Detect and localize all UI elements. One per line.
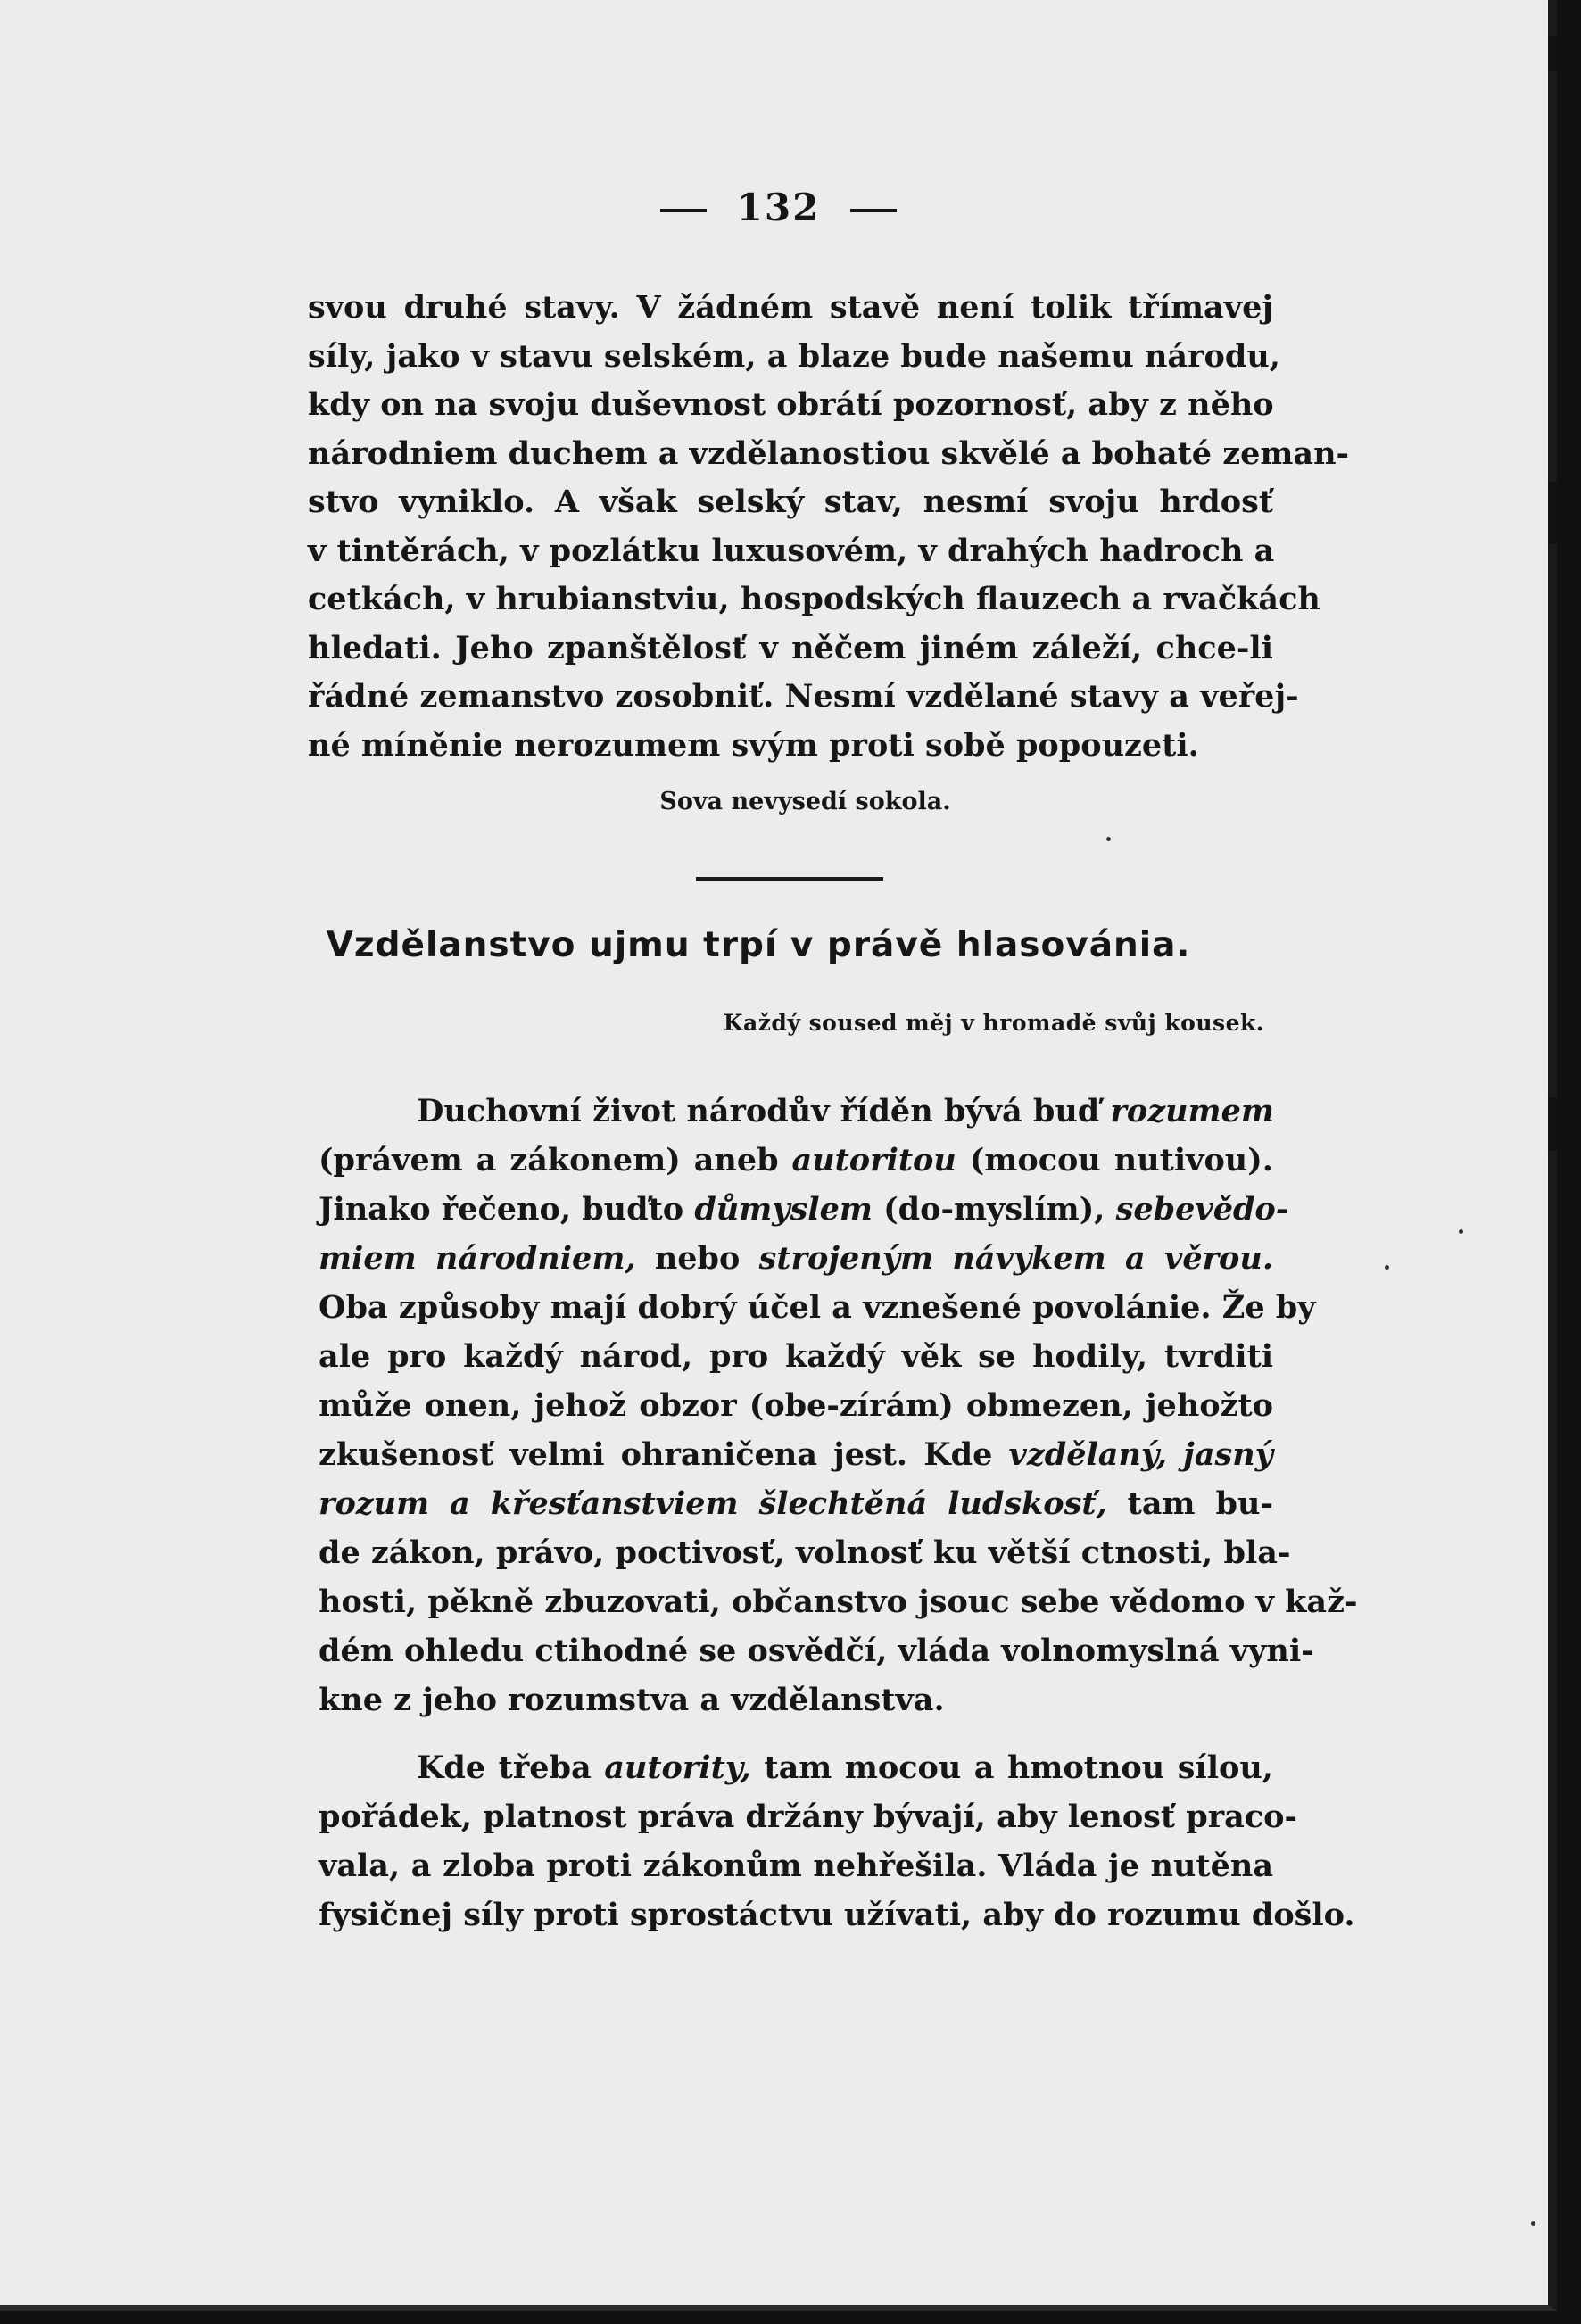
paragraph-1: [308, 284, 1350, 770]
text-line: [319, 1234, 1273, 1283]
emphasis: autority,: [604, 1749, 751, 1786]
emphasis: sebevědo-: [1115, 1191, 1289, 1228]
text-line: může onen, jehož obzor (obe-zírám) obmezen, jehožto: [319, 1387, 1273, 1424]
paper-speck: [1385, 1265, 1389, 1270]
text-run: tam mocou a hmotnou sílou,: [750, 1749, 1273, 1786]
emphasis: důmyslem: [694, 1191, 873, 1228]
paper-speck: [1106, 837, 1111, 841]
paragraph-3: [319, 1743, 1355, 1939]
text-line: Oba způsoby mají dobrý účel a vznešené povolánie. Že by: [319, 1289, 1316, 1326]
text-line: fysičnej síly proti sprostáctvu užívati, aby do rozumu došlo.: [319, 1897, 1355, 1933]
text-line: [319, 1185, 1289, 1234]
proverb: Sova nevysedí sokola.: [659, 788, 951, 815]
text-line: [319, 1136, 1273, 1185]
text-run: zkušenosť velmi ohraničena jest. Kde: [319, 1436, 1009, 1473]
text-line: [319, 1087, 1273, 1136]
emphasis: rozumem: [1110, 1093, 1274, 1129]
page-number: [0, 186, 1557, 229]
text-line: kne z jeho rozumstva a vzdělanstva.: [319, 1682, 945, 1718]
text-run: (právem a zákonem) aneb: [319, 1142, 792, 1179]
text-line: ale pro každý národ, pro každý věk se hodily, tvrditi: [319, 1338, 1273, 1375]
section-motto: Každý soused měj v hromadě svůj kousek.: [723, 1010, 1264, 1036]
text-run: (mocou nutivou).: [956, 1142, 1273, 1179]
emphasis: vzdělaný, jasný: [1008, 1436, 1274, 1473]
text-line: né míněnie nerozumem svým proti sobě popouzeti.: [308, 726, 1199, 764]
emphasis: autoritou: [791, 1142, 956, 1179]
text-line: [319, 1743, 1273, 1792]
paper-speck: [1531, 2221, 1535, 2226]
text-line: kdy on na svoju duševnost obrátí pozornosť, aby z něho: [308, 386, 1274, 423]
section-heading: Vzdělanstvo ujmu trpí v právě hlasovánia.: [326, 925, 1191, 965]
text-line: [319, 1430, 1273, 1479]
text-line: stvo vyniklo. A však selský stav, nesmí svoju hrdosť: [308, 484, 1273, 520]
section-divider: [696, 877, 883, 881]
paper-speck: [1459, 1229, 1463, 1234]
text-line: vala, a zloba proti zákonům nehřešila. Vláda je nutěna: [319, 1848, 1273, 1884]
page-edge-mark: [1548, 1097, 1557, 1151]
dash-left: [660, 209, 707, 212]
text-run: (do-myslím),: [872, 1191, 1116, 1228]
text-run: Duchovní život národův říděn bývá buď: [417, 1093, 1111, 1129]
page-edge-mark: [1548, 482, 1557, 544]
emphasis: strojeným návykem a věrou.: [758, 1240, 1274, 1277]
text-line: hledati. Jeho zpanštělosť v něčem jiném záleží, chce-li: [308, 629, 1273, 666]
page-edge-mark: [1548, 36, 1557, 71]
text-run: nebo: [635, 1240, 759, 1277]
text-line: síly, jako v stavu selském, a blaze bude našemu národu,: [308, 337, 1280, 375]
text-line: pořádek, platnost práva držány bývají, aby lenosť praco-: [319, 1799, 1297, 1835]
emphasis: miem národniem,: [319, 1240, 636, 1277]
page-number-text: 132: [736, 186, 821, 229]
text-run: Kde třeba: [417, 1749, 605, 1786]
paragraph-2: [319, 1087, 1358, 1724]
text-run: tam bu-: [1106, 1485, 1273, 1522]
text-line: hosti, pěkně zbuzovati, občanstvo jsouc sebe vědomo v kaž-: [319, 1584, 1358, 1620]
text-line: de zákon, právo, poctivosť, volnosť ku větší ctnosti, bla-: [319, 1534, 1291, 1571]
text-line: řádné zemanstvo zosobniť. Nesmí vzdělané stavy a veřej-: [308, 678, 1299, 715]
text-run: Jinako řečeno, buďto: [319, 1191, 695, 1228]
emphasis: rozum a křesťanstviem šlechtěná ludskosť,: [319, 1485, 1107, 1522]
text-line: dém ohledu ctihodné se osvědčí, vláda volnomyslná vyni-: [319, 1633, 1314, 1669]
text-line: cetkách, v hrubianstviu, hospodských flauzech a rvačkách: [308, 581, 1320, 617]
text-line: svou druhé stavy. V žádném stavě není tolik třímavej: [308, 289, 1273, 326]
text-line: v tintěrách, v pozlátku luxusovém, v drahých hadroch a: [308, 532, 1275, 569]
dash-right: [850, 209, 897, 212]
text-line: národniem duchem a vzdělanostiou skvělé a bohaté zeman-: [308, 434, 1350, 472]
text-line: [319, 1479, 1273, 1528]
